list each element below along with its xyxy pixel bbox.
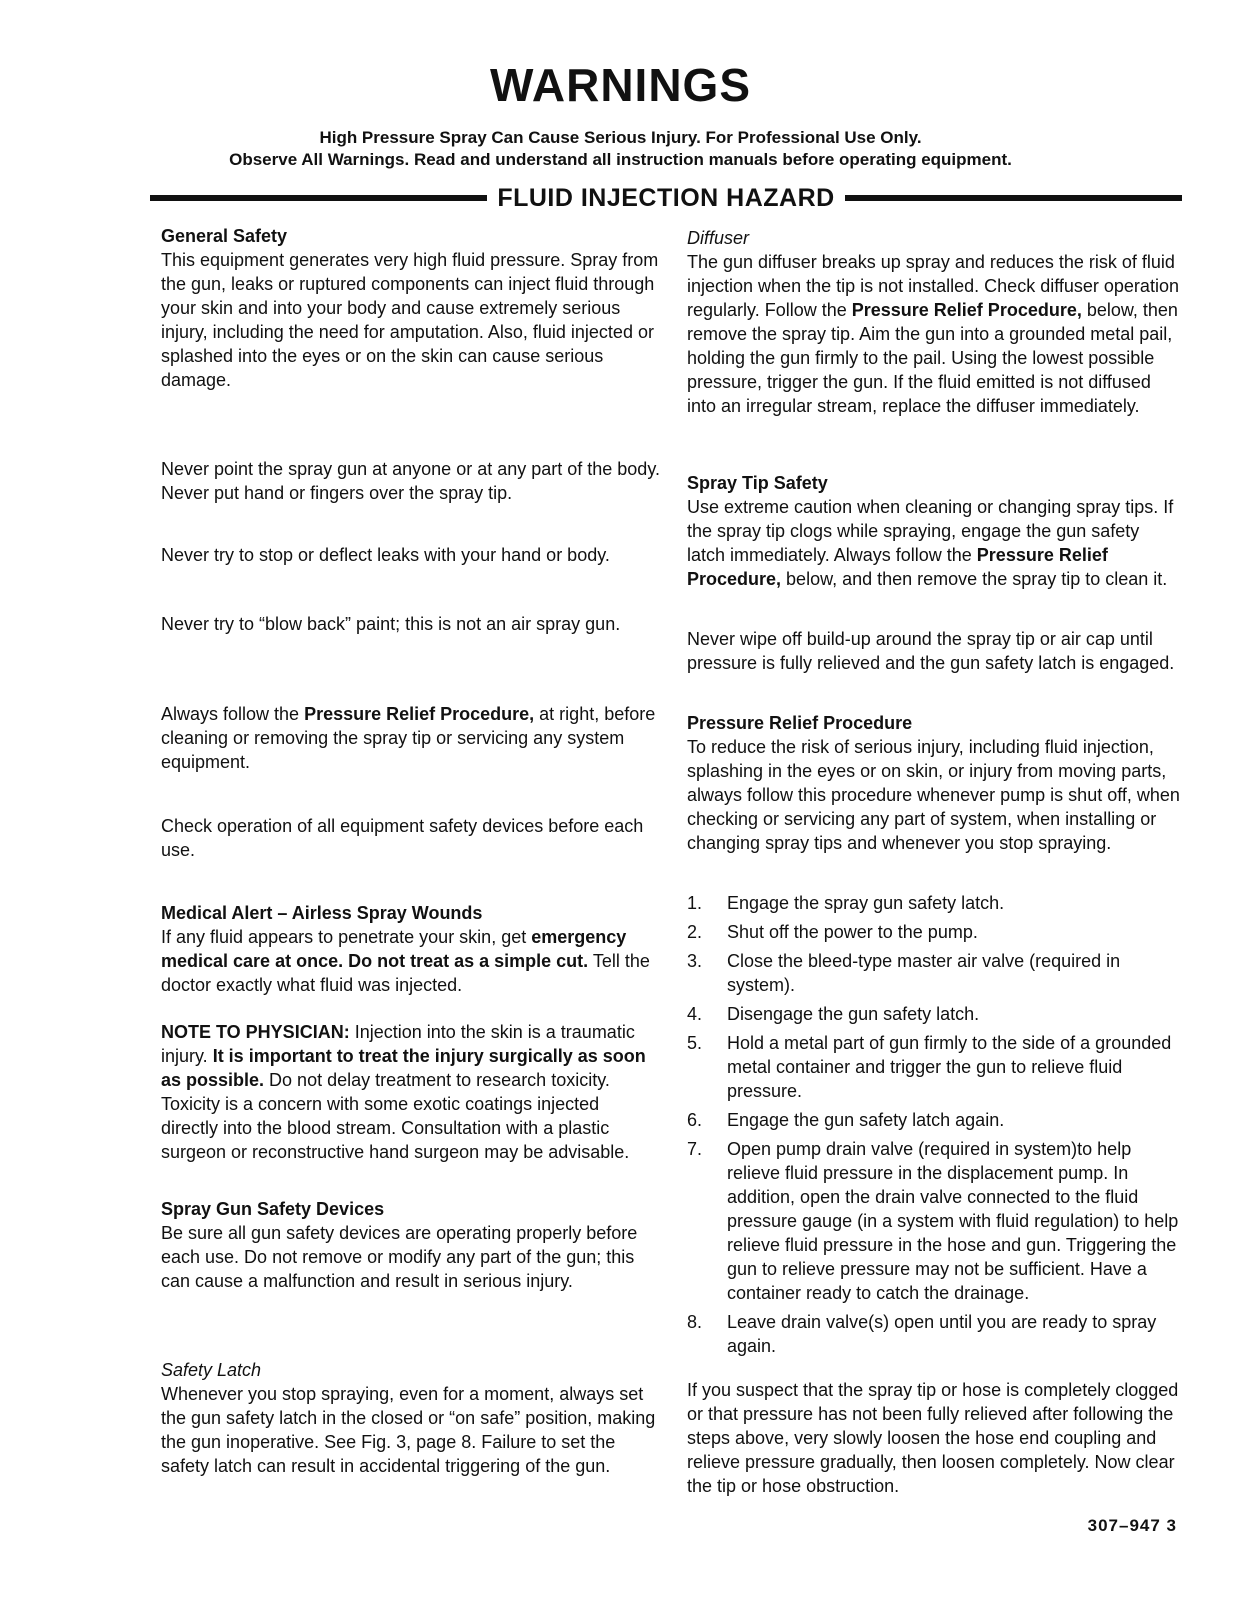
diffuser-pre: The gun diffuser breaks up spray and reduces the risk of fluid injection when the tip is not installed. Check diffuser operation regularly. Follow the	[687, 252, 1179, 320]
step-item	[687, 1108, 1182, 1132]
step-text: Shut off the power to the pump.	[727, 922, 978, 942]
step-text: Leave drain valve(s) open until you are ready to spray again.	[727, 1312, 1157, 1356]
medical-alert-heading: Medical Alert – Airless Spray Wounds	[161, 903, 483, 923]
always-follow-text	[161, 702, 661, 774]
pressure-relief-section	[687, 711, 1182, 855]
note-to-physician-text	[161, 1020, 661, 1164]
always-follow-bold: Pressure Relief Procedure,	[304, 704, 535, 724]
hazard-banner	[150, 182, 1182, 214]
step-text: Engage the spray gun safety latch.	[727, 893, 1005, 913]
if-suspect-text: If you suspect that the spray tip or hose is completely clogged or that pressure has not been fully relieved after following the steps above, very slowly loosen the hose end coupling and relieve pressure gradually, then loosen completely. Now clear the tip or hose obstruction.	[687, 1380, 1179, 1496]
banner-rule-left	[150, 195, 487, 201]
step-text: Engage the gun safety latch again.	[727, 1110, 1005, 1130]
diffuser-section	[687, 226, 1182, 418]
subtitle-observe-warnings: Observe All Warnings. Read and understand all instruction manuals before operating equipment.	[229, 150, 1012, 169]
page-title: WARNINGS	[490, 59, 751, 111]
subtitle-professional-use: High Pressure Spray Can Cause Serious Injury. For Professional Use Only.	[319, 128, 922, 147]
never-point-text: Never point the spray gun at anyone or at any part of the body. Never put hand or fingers over the spray tip.	[161, 459, 660, 503]
hazard-title: FLUID INJECTION HAZARD	[497, 183, 835, 212]
step-number: 4.	[687, 1004, 703, 1024]
never-wipe-text: Never wipe off build-up around the spray tip or air cap until pressure is fully relieved and the gun safety latch is engaged.	[687, 629, 1175, 673]
step-text: Disengage the gun safety latch.	[727, 1004, 980, 1024]
banner-rule-right	[845, 195, 1182, 201]
note-physician-label: NOTE TO PHYSICIAN:	[161, 1022, 350, 1042]
page-number: 307–947 3	[1087, 1516, 1177, 1535]
spray-tip-safety-heading: Spray Tip Safety	[687, 473, 828, 493]
pressure-relief-heading: Pressure Relief Procedure	[687, 713, 913, 733]
never-blow-back-text: Never try to “blow back” paint; this is not an air spray gun.	[161, 614, 621, 634]
diffuser-bold: Pressure Relief Procedure,	[851, 300, 1082, 320]
step-item	[687, 1310, 1182, 1358]
spray-tip-safety-text	[687, 495, 1182, 591]
step-number: 7.	[687, 1139, 703, 1159]
general-safety-text: This equipment generates very high fluid pressure. Spray from the gun, leaks or ruptured components can inject fluid through your skin and into your body and cause extremely serious injury, including the need for amputation. Also, fluid injected or splashed into the eyes or on the skin can cause serious damage.	[161, 250, 659, 390]
general-safety-heading: General Safety	[161, 226, 288, 246]
step-item	[687, 891, 1182, 915]
spray-tip-post: below, and then remove the spray tip to clean it.	[781, 569, 1168, 589]
medical-alert-bold: emergency medical care at once. Do not treat as a simple cut.	[161, 927, 627, 971]
gun-safety-devices-heading: Spray Gun Safety Devices	[161, 1199, 385, 1219]
step-number: 3.	[687, 951, 703, 971]
medical-alert-post: Tell the doctor exactly what fluid was injected.	[161, 951, 650, 995]
general-safety-section	[161, 224, 661, 392]
check-operation-text: Check operation of all equipment safety devices before each use.	[161, 816, 644, 860]
always-follow-pre: Always follow the	[161, 704, 305, 724]
step-item	[687, 1031, 1182, 1103]
medical-alert-text	[161, 925, 661, 997]
note-physician-text2: Do not delay treatment to research toxicity. Toxicity is a concern with some exotic coatings injected directly into the blood stream. Consultation with a plastic surgeon or reconstructive hand surgeon may be advisable.	[161, 1070, 630, 1162]
step-number: 5.	[687, 1033, 703, 1053]
pressure-relief-steps	[687, 891, 1182, 1363]
step-item	[687, 1002, 1182, 1026]
safety-latch-heading: Safety Latch	[161, 1360, 262, 1380]
spray-tip-safety-section	[687, 471, 1182, 591]
step-number: 2.	[687, 922, 703, 942]
gun-safety-devices-text: Be sure all gun safety devices are operating properly before each use. Do not remove or modify any part of the gun; this can cause a malfunction and result in serious injury.	[161, 1223, 638, 1291]
diffuser-post: below, then remove the spray tip. Aim the gun into a grounded metal pail, holding the gun firmly to the pail. Using the lowest possible pressure, trigger the gun. If the fluid emitted is not diffused into an irregular stream, replace the diffuser immediately.	[687, 300, 1178, 416]
spray-tip-bold: Pressure Relief Procedure,	[687, 545, 1108, 589]
step-text: Hold a metal part of gun firmly to the side of a grounded metal container and trigger the gun to relieve fluid pressure.	[727, 1033, 1172, 1101]
safety-latch-section	[161, 1358, 661, 1478]
pressure-relief-text: To reduce the risk of serious injury, including fluid injection, splashing in the eyes or on skin, or injury from moving parts, always follow this procedure whenever pump is shut off, when checking or servicing any part of system, when installing or changing spray tips and whenever you stop spraying.	[687, 737, 1180, 853]
step-text: Close the bleed-type master air valve (required in system).	[727, 951, 1121, 995]
step-number: 6.	[687, 1110, 703, 1130]
spray-tip-pre: Use extreme caution when cleaning or changing spray tips. If the spray tip clogs while spraying, engage the gun safety latch immediately. Always follow the	[687, 497, 1174, 565]
step-item	[687, 949, 1182, 997]
step-text: Open pump drain valve (required in system)to help relieve fluid pressure in the displacement pump. In addition, open the drain valve connected to the fluid pressure gauge (in a system with fluid regulation) to help relieve fluid pressure in the hose and gun. Triggering the gun to relieve pressure may not be sufficient. Have a container ready to catch the drainage.	[727, 1139, 1179, 1303]
never-stop-text: Never try to stop or deflect leaks with your hand or body.	[161, 545, 610, 565]
gun-safety-devices-section	[161, 1197, 661, 1293]
medical-alert-section	[161, 901, 661, 997]
step-number: 1.	[687, 893, 703, 913]
step-item	[687, 1137, 1182, 1305]
step-item	[687, 920, 1182, 944]
safety-latch-text: Whenever you stop spraying, even for a moment, always set the gun safety latch in the closed or “on safe” position, making the gun inoperative. See Fig. 3, page 8. Failure to set the safety latch can result in accidental triggering of the gun.	[161, 1384, 656, 1476]
note-physician-bold: It is important to treat the injury surgically as soon as possible.	[161, 1046, 646, 1090]
always-follow-post: at right, before cleaning or removing the spray tip or servicing any system equipment.	[161, 704, 656, 772]
diffuser-heading: Diffuser	[687, 228, 750, 248]
note-physician-text1: Injection into the skin is a traumatic injury.	[161, 1022, 635, 1066]
step-number: 8.	[687, 1312, 703, 1332]
medical-alert-pre: If any fluid appears to penetrate your skin, get	[161, 927, 532, 947]
diffuser-text	[687, 250, 1182, 418]
